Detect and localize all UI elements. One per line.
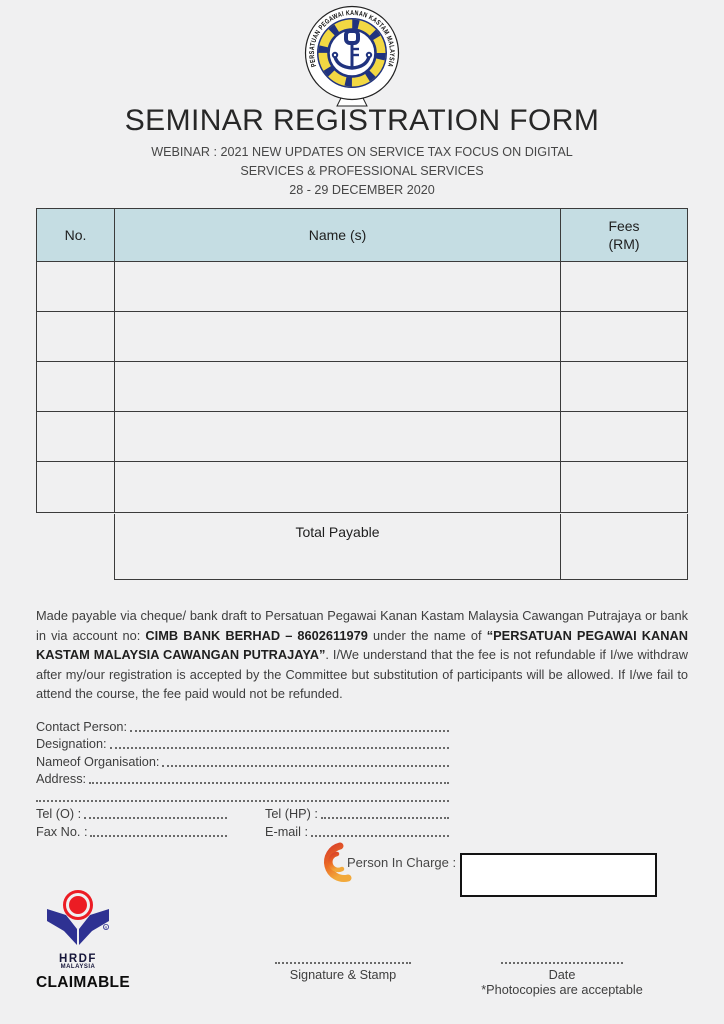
column-header-name: Name (s) [115, 209, 561, 262]
address-field-line2[interactable] [36, 800, 449, 802]
fees-header-line1: Fees [608, 217, 640, 234]
signature-label: Signature & Stamp [289, 968, 397, 982]
fees-table-empty-cell-fees-row2[interactable] [561, 312, 687, 362]
fees-table [36, 208, 688, 513]
date-line[interactable] [501, 962, 623, 964]
fees-table-empty-cell-name-row1[interactable] [115, 262, 561, 312]
fees-header-line2: (RM) [608, 236, 640, 252]
photocopies-note: *Photocopies are acceptable [481, 983, 643, 997]
tel-o-field[interactable] [84, 817, 227, 819]
fees-table-empty-cell-name-row4[interactable] [115, 412, 561, 462]
fees-table-empty-cell-name-row5[interactable] [115, 462, 561, 512]
association-emblem-icon [302, 5, 402, 109]
fees-table-total-row [114, 514, 688, 580]
fees-table-empty-cell-no-row4[interactable] [37, 412, 115, 462]
bank-account-text: CIMB BANK BERHAD – 8602611979 [145, 627, 368, 643]
payment-note-part3: . I/We understand that the fee is not refundable if I/we withdraw after my/our registration is accepted by the Committee but substitution of participants will be allowed. If I/we fail to attend the course, the fee paid would not be refunded. [36, 647, 688, 702]
column-header-no: No. [37, 209, 115, 262]
account-name-text: “PERSATUAN PEGAWAI KANAN KASTAM MALAYSIA CAWANGAN PUTRAJAYA” [36, 627, 688, 663]
designation-row [36, 734, 449, 752]
email-field[interactable] [311, 835, 449, 837]
address-field[interactable] [89, 782, 449, 784]
fees-table-empty-cell-fees-row1[interactable] [561, 262, 687, 312]
emblem-ring-text: PERSATUAN PEGAWAI KANAN KASTAM MALAYSIA [308, 9, 396, 70]
total-payable-value-cell[interactable] [561, 514, 687, 579]
fees-table-empty-cell-name-row3[interactable] [115, 362, 561, 412]
subtitle-line-webinar: WEBINAR : 2021 NEW UPDATES ON SERVICE TAX FOCUS ON DIGITAL [151, 145, 573, 159]
payment-note-part2: under the name of [367, 627, 487, 643]
fax-group [36, 821, 227, 839]
tel-hp-group [265, 804, 449, 822]
fax-field[interactable] [90, 835, 227, 837]
email-group [265, 821, 449, 839]
fees-table-empty-cell-no-row3[interactable] [37, 362, 115, 412]
address-continuation-row [36, 786, 449, 804]
fees-table-empty-cell-name-row2[interactable] [115, 312, 561, 362]
person-in-charge-label: Person In Charge : [347, 855, 457, 870]
subtitle-line-dates: 28 - 29 DECEMBER 2020 [289, 183, 435, 197]
designation-label: Designation: [36, 737, 107, 751]
tel-row [36, 804, 449, 822]
page-title: SEMINAR REGISTRATION FORM [124, 104, 600, 137]
signature-line[interactable] [275, 962, 411, 964]
fees-table-empty-cell-no-row5[interactable] [37, 462, 115, 512]
signature-block [272, 962, 414, 982]
fax-label: Fax No. : [36, 824, 88, 839]
subtitle-line-services: SERVICES & PROFESSIONAL SERVICES [240, 164, 484, 178]
contact-person-label: Contact Person: [36, 719, 127, 734]
date-block [478, 962, 646, 997]
designation-field[interactable] [110, 747, 449, 749]
hrdf-acronym: HRDF [59, 953, 97, 965]
contact-person-row [36, 716, 449, 734]
hrdf-claimable-text: CLAIMABLE [36, 974, 130, 991]
date-label: Date [548, 968, 576, 982]
total-payable-label: Total Payable [115, 514, 561, 579]
address-label: Address: [36, 772, 87, 786]
hrdf-logo-icon [44, 889, 112, 947]
fees-table-empty-cell-fees-row5[interactable] [561, 462, 687, 512]
fax-email-row [36, 821, 449, 839]
payment-note [36, 606, 688, 704]
person-in-charge-section [316, 838, 664, 900]
organisation-label: Nameof Organisation: [36, 754, 160, 769]
seminar-subtitle [0, 143, 724, 200]
organisation-field[interactable] [162, 765, 449, 767]
fees-table-empty-cell-fees-row3[interactable] [561, 362, 687, 412]
fees-table-empty-cell-fees-row4[interactable] [561, 412, 687, 462]
fees-table-empty-cell-no-row2[interactable] [37, 312, 115, 362]
tel-hp-label: Tel (HP) : [265, 807, 318, 821]
hrdf-claimable-badge [36, 889, 130, 992]
organisation-row [36, 751, 449, 769]
tel-hp-field[interactable] [321, 817, 449, 819]
fees-table-empty-cell-no-row1[interactable] [37, 262, 115, 312]
column-header-fees [561, 209, 687, 262]
email-label: E-mail : [265, 824, 308, 839]
contact-person-field[interactable] [130, 730, 449, 732]
svg-text:R: R [104, 924, 108, 930]
tel-o-group [36, 804, 227, 822]
tel-o-label: Tel (O) : [36, 807, 82, 821]
person-in-charge-input-box[interactable] [460, 853, 657, 897]
contact-form [36, 716, 449, 839]
payment-note-part1: Made payable via cheque/ bank draft to Persatuan Pegawai Kanan Kastam Malaysia Cawangan Putrajaya or bank in via account no: [36, 608, 688, 643]
address-row [36, 769, 449, 787]
hrdf-country: MALAYSIA [60, 964, 96, 970]
